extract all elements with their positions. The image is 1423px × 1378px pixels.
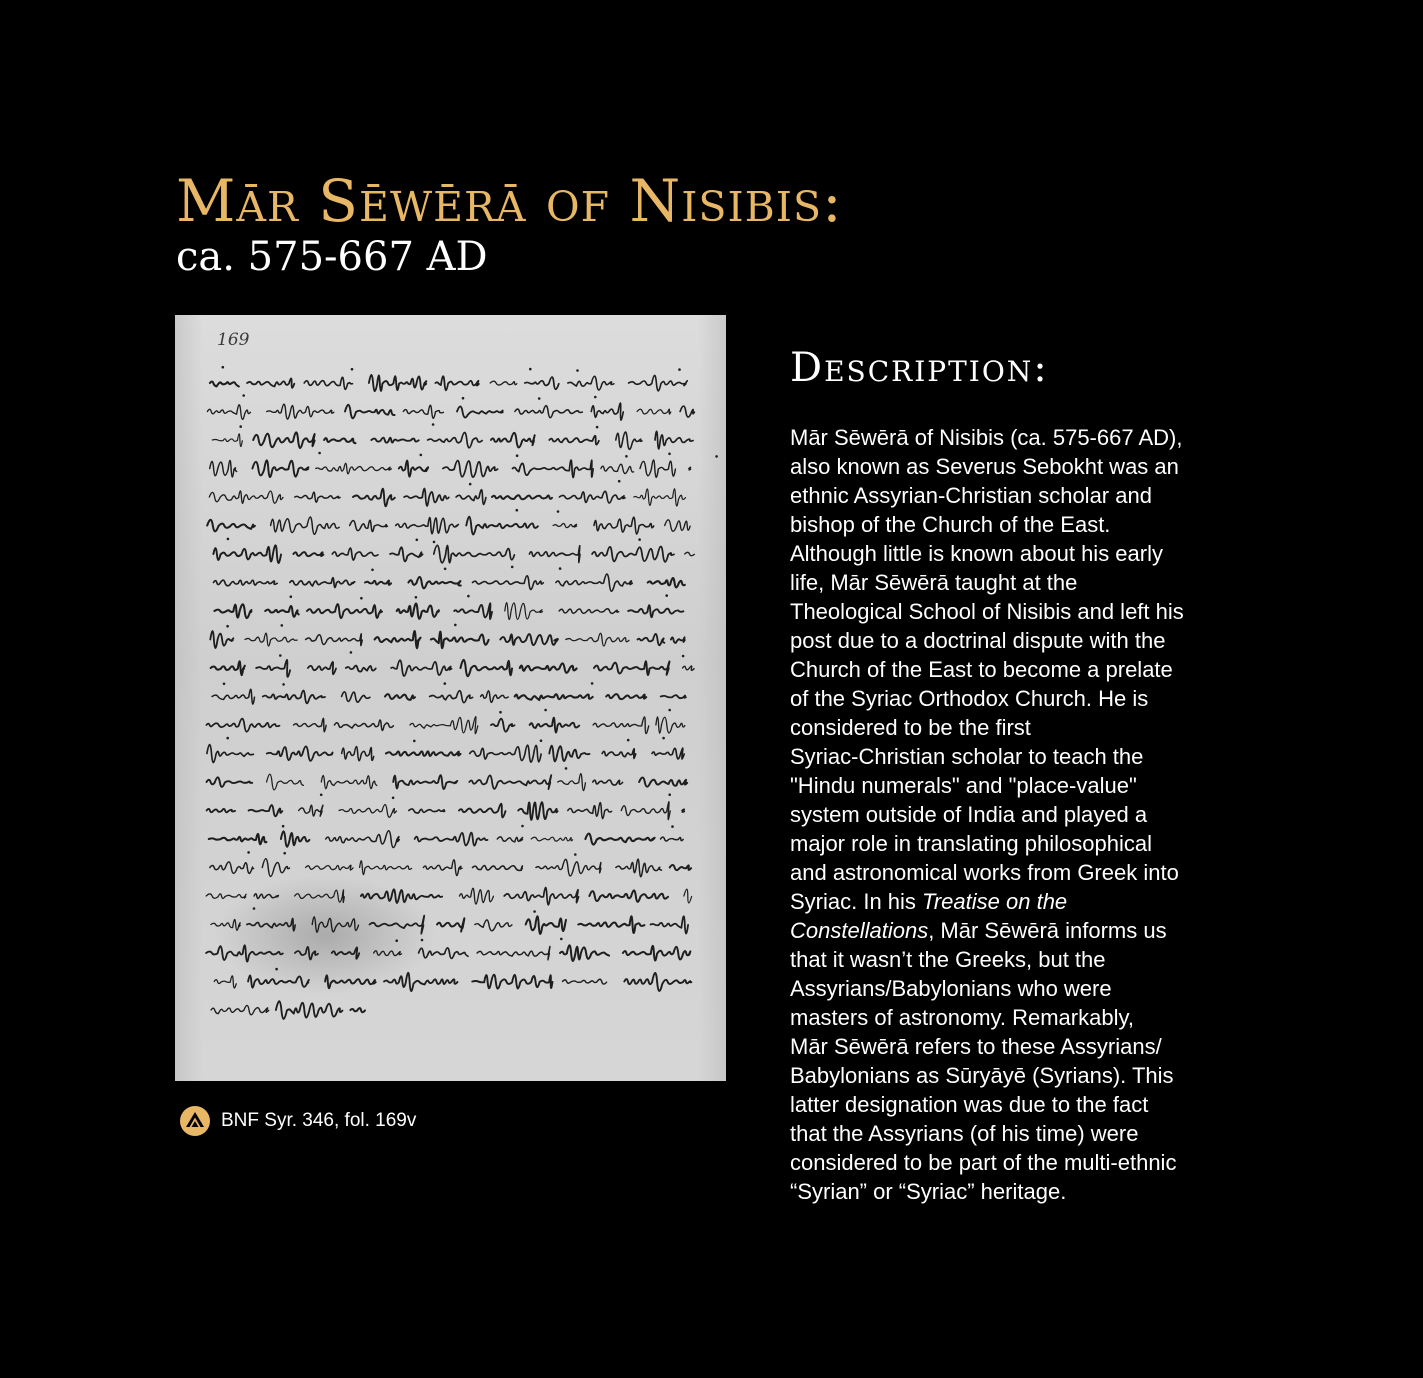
script-dot (275, 968, 278, 971)
script-dot (454, 624, 457, 627)
script-dot (560, 938, 563, 941)
script-dot (627, 739, 630, 742)
manuscript-image (175, 315, 726, 1081)
script-dot (538, 397, 541, 400)
script-dot (682, 655, 685, 658)
script-dot (433, 541, 436, 544)
description-text (790, 423, 1240, 1206)
script-dot (413, 740, 416, 743)
script-dot (516, 509, 519, 512)
script-dot (462, 397, 465, 400)
script-dot (444, 682, 447, 685)
script-dot (420, 454, 423, 457)
script-dot (242, 394, 245, 397)
script-stroke (689, 467, 691, 470)
triangle-logo-icon (180, 1106, 210, 1136)
script-dot (662, 737, 665, 740)
script-dot (415, 596, 418, 599)
treatise-title-italic: Treatise on the (922, 889, 1068, 914)
description-text-segment: , Mār Sēwērā informs us (928, 918, 1167, 943)
description-line: Mār Sēwērā of Nisibis (ca. 575-667 AD), (790, 425, 1183, 450)
script-dot (668, 453, 671, 456)
script-dot (432, 423, 435, 426)
script-dot (223, 683, 226, 686)
description-line: that it wasn’t the Greeks, but the (790, 947, 1106, 972)
script-dot (227, 538, 230, 541)
script-dot (226, 625, 229, 628)
description-line: "Hindu numerals" and "place-value" (790, 773, 1137, 798)
script-dot (574, 853, 577, 856)
description-line: post due to a doctrinal dispute with the (790, 628, 1166, 653)
description-line: ethnic Assyrian-Christian scholar and (790, 483, 1152, 508)
script-dot (351, 368, 354, 371)
folio-number: 169 (217, 330, 250, 350)
script-dot (618, 480, 621, 483)
description-line: Church of the East to become a prelate (790, 657, 1173, 682)
script-dot (678, 368, 681, 371)
script-dot (416, 539, 419, 542)
caption-text: BNF Syr. 346, fol. 169v (221, 1110, 417, 1131)
script-dot (360, 597, 363, 600)
page-title: Mār Sēwērā of Nisibis: (176, 167, 843, 235)
script-dot (576, 369, 579, 372)
script-dot (395, 939, 398, 942)
description-line: life, Mār Sēwērā taught at the (790, 570, 1078, 595)
image-caption (180, 1106, 416, 1136)
page-subtitle: ca. 575-667 AD (176, 234, 488, 280)
description-line: Theological School of Nisibis and left his (790, 599, 1184, 624)
script-dot (668, 793, 671, 796)
description-line: bishop of the Church of the East. (790, 512, 1111, 537)
description-line: Assyrians/Babylonians who were (790, 976, 1112, 1001)
script-dot (239, 425, 242, 428)
script-dot (467, 595, 470, 598)
script-dot (444, 568, 447, 571)
script-dot (247, 851, 250, 854)
description-line: and astronomical works from Greek into (790, 860, 1179, 885)
description-line: Babylonians as Sūryāyē (Syrians). This (790, 1063, 1174, 1088)
script-dot (559, 567, 562, 570)
script-dot (591, 682, 594, 685)
description-text-segment: Syriac. In his (790, 889, 923, 914)
script-dot (533, 910, 536, 913)
script-dot (222, 366, 225, 369)
script-dot (540, 739, 543, 742)
description-line: Although little is known about his early (790, 541, 1163, 566)
description-line: latter designation was due to the fact (790, 1092, 1149, 1117)
treatise-title-italic: Constellations (790, 918, 929, 943)
script-dot (596, 426, 599, 429)
description-line (790, 887, 1240, 916)
description-line: Mār Sēwērā refers to these Assyrians/ (790, 1034, 1162, 1059)
script-dot (516, 454, 519, 457)
description-line: that the Assyrians (of his time) were (790, 1121, 1139, 1146)
script-dot (565, 767, 568, 770)
description-line (790, 916, 1240, 945)
script-dot (557, 510, 560, 513)
script-dot (421, 939, 424, 942)
description-line: “Syrian” or “Syriac” heritage. (790, 1179, 1067, 1204)
script-dot (638, 538, 641, 541)
script-dot (511, 566, 514, 569)
script-dot (529, 368, 532, 371)
script-dot (668, 709, 671, 712)
description-line: Syriac-Christian scholar to teach the (790, 744, 1144, 769)
description-line: considered to be part of the multi-ethnic (790, 1150, 1177, 1175)
script-stroke (682, 809, 684, 812)
script-dot (594, 396, 597, 399)
script-dot (283, 852, 286, 855)
script-dot (320, 794, 323, 797)
script-dot (350, 651, 353, 654)
script-dot (282, 683, 285, 686)
script-dot (521, 825, 524, 828)
description-line: major role in translating philosophical (790, 831, 1152, 856)
description-line: also known as Severus Sebokht was an (790, 454, 1179, 479)
description-line: masters of astronomy. Remarkably, (790, 1005, 1134, 1030)
script-dot (279, 654, 282, 657)
script-dot (253, 907, 256, 910)
script-dot (665, 594, 668, 597)
script-dot (469, 483, 472, 486)
script-dot (281, 624, 284, 627)
manuscript-script-drawing (175, 315, 726, 1081)
script-dot (671, 825, 674, 828)
description-line: of the Syriac Orthodox Church. He is (790, 686, 1149, 711)
script-dot (290, 595, 293, 598)
script-dot (282, 825, 285, 828)
description-line: considered to be the first (790, 715, 1031, 740)
script-dot (226, 737, 229, 740)
script-dot (499, 711, 502, 714)
script-dot (625, 455, 628, 458)
script-dot (392, 797, 395, 800)
description-line: system outside of India and played a (790, 802, 1148, 827)
script-dot (544, 709, 547, 712)
script-dot (371, 569, 374, 572)
script-dot (715, 455, 718, 458)
script-dot (318, 452, 321, 455)
description-heading: Description: (790, 345, 1049, 391)
